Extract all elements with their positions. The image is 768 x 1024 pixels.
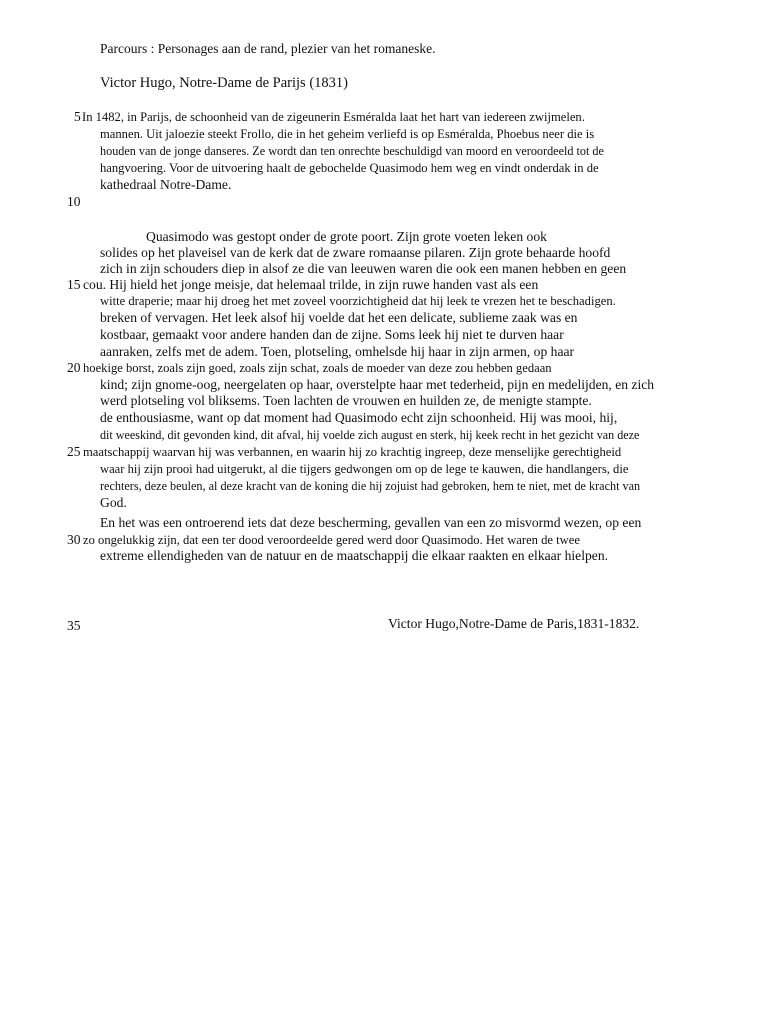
text-line: waar hij zijn prooi had uitgerukt, al die tijgers gedwongen om op de lege te kauwen, die handlangers, die xyxy=(100,462,629,476)
intro-line: houden van de jonge danseres. Ze wordt dan ten onrechte beschuldigd van moord en veroordeeld tot de xyxy=(100,144,604,158)
text-line: witte draperie; maar hij droeg het met zoveel voorzichtigheid dat hij leek te vrezen het te beschadigen. xyxy=(100,294,616,308)
text-line: Quasimodo was gestopt onder de grote poort. Zijn grote voeten leken ook xyxy=(146,229,547,244)
text-line: zo ongelukkig zijn, dat een ter dood veroordeelde gered werd door Quasimodo. Het waren de twee xyxy=(83,533,580,547)
text-line: kind; zijn gnome-oog, neergelaten op haar, overstelpte haar met tederheid, pijn en medelijden, en zich xyxy=(100,377,655,392)
text-line: God. xyxy=(100,495,127,510)
parcours-heading: Parcours : Personages aan de rand, plezier van het romaneske. xyxy=(100,41,436,56)
intro-line: In 1482, in Parijs, de schoonheid van de zigeunerin Esméralda laat het hart van iedereen zwijmelen. xyxy=(82,110,585,124)
line-number: 30 xyxy=(67,532,81,547)
line-number: 10 xyxy=(67,194,81,209)
text-line: cou. Hij hield het jonge meisje, dat helemaal trilde, in zijn ruwe handen vast als een xyxy=(83,277,539,292)
text-line: extreme ellendigheden van de natuur en de maatschappij die elkaar raakten en elkaar hielpen. xyxy=(100,548,609,563)
source-title: Victor Hugo, Notre-Dame de Parijs (1831) xyxy=(100,75,348,91)
line-number: 5 xyxy=(74,109,81,124)
source-citation: Victor Hugo,Notre-Dame de Paris,1831-1832. xyxy=(388,616,640,631)
text-line: kostbaar, gemaakt voor andere handen dan de zijne. Soms leek hij niet te durven haar xyxy=(100,327,564,342)
text-line: breken of vervagen. Het leek alsof hij voelde dat het een delicate, sublieme zaak was en xyxy=(100,310,578,325)
text-line: dit weeskind, dit gevonden kind, dit afval, hij voelde zich august en sterk, hij keek recht in het gezicht van deze xyxy=(100,428,640,442)
text-line: En het was een ontroerend iets dat deze bescherming, gevallen van een zo misvormd wezen, op een xyxy=(100,515,642,530)
text-line: solides op het plaveisel van de kerk dat de zware romaanse pilaren. Zijn grote behaarde hoofd xyxy=(100,245,611,260)
text-line: werd plotseling vol bliksems. Toen lachten de vrouwen en huilden ze, de menigte stampte. xyxy=(100,393,592,408)
line-number: 15 xyxy=(67,277,81,292)
text-line: de enthousiasme, want op dat moment had Quasimodo echt zijn schoonheid. Hij was mooi, hij, xyxy=(100,410,618,425)
intro-line: hangvoering. Voor de uitvoering haalt de gebochelde Quasimodo hem weg en vindt onderdak in de xyxy=(100,161,599,175)
line-number: 25 xyxy=(67,444,81,459)
text-line: rechters, deze beulen, al deze kracht van de koning die hij zojuist had gebroken, hem te niet, met de kracht van xyxy=(100,479,641,493)
text-line: zich in zijn schouders diep in alsof ze die van leeuwen waren die ook een manen hebben en geen xyxy=(100,261,627,276)
intro-line: mannen. Uit jaloezie steekt Frollo, die in het geheim verliefd is op Esméralda, Phoebus neer die is xyxy=(100,127,595,141)
text-line: maatschappij waarvan hij was verbannen, en waarin hij zo krachtig ingreep, deze menselijke gerechtigheid xyxy=(83,445,622,459)
intro-line: kathedraal Notre-Dame. xyxy=(100,177,232,192)
text-line: aanraken, zelfs met de adem. Toen, plotseling, omhelsde hij haar in zijn armen, op haar xyxy=(100,344,575,359)
line-number: 35 xyxy=(67,618,81,633)
line-number: 20 xyxy=(67,360,81,375)
text-line: hoekige borst, zoals zijn goed, zoals zijn schat, zoals de moeder van deze zou hebben gedaan xyxy=(83,361,552,375)
